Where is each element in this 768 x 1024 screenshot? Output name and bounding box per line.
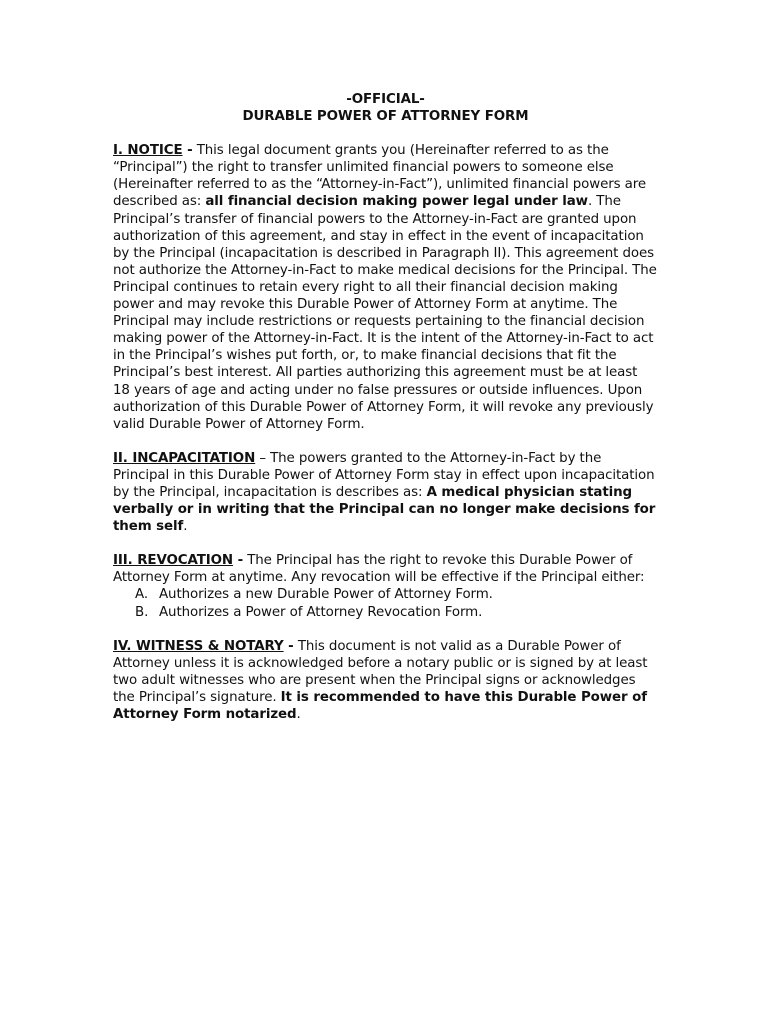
section-notice-dash: - — [182, 143, 193, 159]
section-revocation-text-1: The Principal has the right to revoke this Durable Power of Attorney Form at anytime. Any revocation will be effective if the Principal either: — [113, 553, 645, 586]
document-title-official: -OFFICIAL- — [346, 92, 425, 107]
section-witness-notary — [113, 638, 658, 723]
list-item-text: Authorizes a new Durable Power of Attorney Form. — [159, 587, 493, 603]
section-notice-heading: I. NOTICE — [113, 143, 183, 159]
section-incapacitation-text-2: . — [183, 519, 188, 535]
document-title: DURABLE POWER OF ATTORNEY FORM — [242, 109, 529, 125]
section-notice-text-2: . The Principal’s transfer of financial powers to the Attorney-in-Fact are granted upon authorization of this agreement, and stay in effect in the event of incapacitation by the Principal (incapacitation is described in Paragraph II). This agreement does not authorize the Attorney-in-Fact to make medical decisions for the Principal. The Principal continues to retain every right to all their financial decision making power and may revoke this Durable Power of Attorney Form at anytime. The Principal may include restrictions or requests pertaining to the financial decision making power of the Attorney-in-Fact. It is the intent of the Attorney-in-Fact to act in the Principal’s wishes put forth, or, to make financial decisions that fit the Principal’s best interest. All parties authorizing this agreement must be at least 18 years of age and acting under no false pressures or outside influences. Upon authorization of this Durable Power of Attorney Form, it will revoke any previously valid Durable Power of Attorney Form. — [113, 194, 657, 432]
revocation-list — [113, 586, 658, 620]
section-revocation-heading: III. REVOCATION — [113, 553, 234, 569]
section-witness-text-2: . — [296, 707, 301, 722]
section-witness-dash: - — [283, 638, 294, 654]
list-item — [113, 586, 658, 603]
section-witness-bold: It is recommended to have this Durable Power of Attorney Form notarized — [113, 689, 647, 722]
document-page — [113, 91, 658, 740]
list-item-text: Authorizes a Power of Attorney Revocation Form. — [159, 604, 483, 620]
section-incapacitation — [113, 450, 658, 535]
list-item-marker: A. — [135, 587, 148, 603]
list-item — [113, 604, 658, 621]
section-witness-heading: IV. WITNESS & NOTARY — [113, 638, 284, 654]
list-item-marker: B. — [135, 604, 149, 620]
section-notice-bold: all financial decision making power legal under law — [205, 194, 588, 210]
section-incapacitation-bold: A medical physician stating verbally or in writing that the Principal can no longer make decisions for them self — [113, 484, 656, 535]
section-notice — [113, 142, 658, 433]
section-notice-text-1: This legal document grants you (Hereinafter referred to as the “Principal”) the right to transfer unlimited financial powers to someone else (Hereinafter referred to as the “Attorney-in-Fact”), unlimited financial powers are described as: — [113, 143, 646, 210]
section-incapacitation-heading: II. INCAPACITATION — [113, 450, 256, 466]
section-witness-text-1: This document is not valid as a Durable Power of Attorney unless it is acknowledged before a notary public or is signed by at least two adult witnesses who are present when the Principal signs or acknowledges the Principal’s signature. — [113, 638, 648, 705]
section-revocation-paragraph — [113, 552, 658, 586]
section-revocation — [113, 552, 658, 620]
section-incapacitation-text-1: – The powers granted to the Attorney-in-Fact by the Principal in this Durable Power of Attorney Form stay in effect upon incapacitation by the Principal, incapacitation is describes as: — [113, 450, 655, 500]
section-revocation-dash: - — [233, 553, 244, 569]
